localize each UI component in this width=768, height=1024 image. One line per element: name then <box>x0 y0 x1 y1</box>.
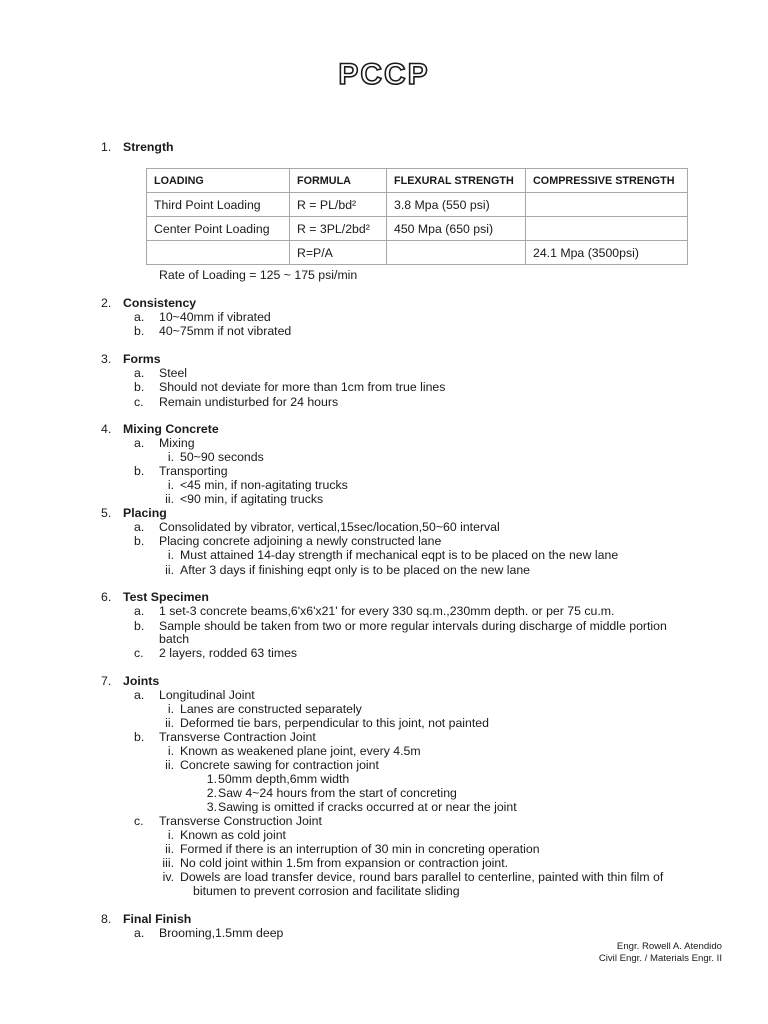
list-item: Formed if there is an interruption of 30 min in concreting operation <box>180 842 540 856</box>
list-item: 1 set-3 concrete beams,6'x6'x21' for every 330 sq.m.,230mm depth. or per 75 cu.m. <box>159 604 615 618</box>
list-item-continuation: batch <box>159 632 190 646</box>
list-item: Known as cold joint <box>180 828 286 842</box>
author-name: Engr. Rowell A. Atendido <box>616 941 722 952</box>
section-number: 1. <box>101 140 112 154</box>
list-marker: a. <box>134 310 145 324</box>
list-marker: i. <box>167 828 174 842</box>
section-title-joints: Joints <box>123 674 160 688</box>
table-cell <box>526 193 688 217</box>
list-marker: ii. <box>165 758 174 772</box>
list-item: 50mm depth,6mm width <box>218 772 350 786</box>
list-item: After 3 days if finishing eqpt only is to be placed on the new lane <box>180 563 530 577</box>
table-cell <box>526 217 688 241</box>
list-item: 10~40mm if vibrated <box>159 310 271 324</box>
list-marker: a. <box>134 604 145 618</box>
list-marker: c. <box>134 395 144 409</box>
section-number: 3. <box>101 352 112 366</box>
list-marker: a. <box>134 366 145 380</box>
list-item: Mixing <box>159 436 195 450</box>
list-item: Remain undisturbed for 24 hours <box>159 395 339 409</box>
list-item: Concrete sawing for contraction joint <box>180 758 379 772</box>
section-title-test-specimen: Test Specimen <box>123 590 209 604</box>
list-marker: c. <box>134 646 144 660</box>
table-row <box>147 193 688 217</box>
list-item: Brooming,1.5mm deep <box>159 926 284 940</box>
list-item: Longitudinal Joint <box>159 688 255 702</box>
list-item: Should not deviate for more than 1cm from true lines <box>159 380 446 394</box>
list-item: Lanes are constructed separately <box>180 702 362 716</box>
table-row <box>147 241 688 265</box>
list-marker: a. <box>134 688 145 702</box>
list-marker: b. <box>134 619 145 633</box>
list-marker: a. <box>134 520 145 534</box>
section-number: 7. <box>101 674 112 688</box>
list-item: Transporting <box>159 464 228 478</box>
table-cell: 3.8 Mpa (550 psi) <box>387 193 526 217</box>
list-item: <45 min, if non-agitating trucks <box>180 478 348 492</box>
list-marker: i. <box>167 744 174 758</box>
list-item: Placing concrete adjoining a newly constructed lane <box>159 534 442 548</box>
list-marker: iv. <box>162 870 174 884</box>
table-cell <box>147 241 290 265</box>
list-marker: a. <box>134 436 145 450</box>
list-item: Saw 4~24 hours from the start of concreting <box>218 786 457 800</box>
list-marker: b. <box>134 464 145 478</box>
page-title: PCCP <box>338 58 430 91</box>
list-item: Sawing is omitted if cracks occurred at or near the joint <box>218 800 517 814</box>
list-item: <90 min, if agitating trucks <box>180 492 324 506</box>
list-marker: a. <box>134 926 145 940</box>
loading-table <box>146 168 688 265</box>
table-header-row <box>147 169 688 193</box>
section-title-consistency: Consistency <box>123 296 197 310</box>
table-cell: R=P/A <box>290 241 387 265</box>
list-marker: 3. <box>206 800 217 814</box>
table-cell: Center Point Loading <box>147 217 290 241</box>
section-title-strength: Strength <box>123 140 174 154</box>
section-number: 5. <box>101 506 112 520</box>
list-item: Deformed tie bars, perpendicular to this joint, not painted <box>180 716 489 730</box>
table-cell: Third Point Loading <box>147 193 290 217</box>
list-item: 50~90 seconds <box>180 450 264 464</box>
list-item: Transverse Contraction Joint <box>159 730 316 744</box>
list-marker: c. <box>134 814 144 828</box>
list-marker: ii. <box>165 563 174 577</box>
list-item: Consolidated by vibrator, vertical,15sec/location,50~60 interval <box>159 520 500 534</box>
list-item: Dowels are load transfer device, round bars parallel to centerline, painted with thin film of <box>180 870 664 884</box>
list-item: 40~75mm if not vibrated <box>159 324 292 338</box>
list-item: No cold joint within 1.5m from expansion or contraction joint. <box>180 856 509 870</box>
list-marker: ii. <box>165 492 174 506</box>
list-marker: b. <box>134 534 145 548</box>
list-item: Steel <box>159 366 188 380</box>
section-title-forms: Forms <box>123 352 161 366</box>
list-marker: b. <box>134 324 145 338</box>
table-cell <box>387 241 526 265</box>
section-number: 4. <box>101 422 112 436</box>
table-cell: R = 3PL/2bd² <box>290 217 387 241</box>
section-title-mixing: Mixing Concrete <box>123 422 219 436</box>
list-marker: ii. <box>165 842 174 856</box>
section-number: 6. <box>101 590 112 604</box>
list-marker: i. <box>167 702 174 716</box>
list-marker: b. <box>134 730 145 744</box>
section-number: 8. <box>101 912 112 926</box>
list-marker: i. <box>167 450 174 464</box>
list-marker: iii. <box>162 856 174 870</box>
table-header-cell: FORMULA <box>290 169 387 193</box>
list-marker: 2. <box>206 786 217 800</box>
rate-of-loading: Rate of Loading = 125 ~ 175 psi/min <box>159 268 358 282</box>
table-cell: 450 Mpa (650 psi) <box>387 217 526 241</box>
list-item: Known as weakened plane joint, every 4.5m <box>180 744 421 758</box>
table-row <box>147 217 688 241</box>
section-title-final-finish: Final Finish <box>123 912 192 926</box>
list-item: Sample should be taken from two or more regular intervals during discharge of middle portion <box>159 619 667 633</box>
list-item: Must attained 14-day strength if mechanical eqpt is to be placed on the new lane <box>180 548 619 562</box>
author-role: Civil Engr. / Materials Engr. II <box>598 953 722 964</box>
list-marker: 1. <box>206 772 217 786</box>
list-marker: i. <box>167 548 174 562</box>
section-title-placing: Placing <box>123 506 167 520</box>
list-marker: b. <box>134 380 145 394</box>
table-cell: 24.1 Mpa (3500psi) <box>526 241 688 265</box>
list-marker: ii. <box>165 716 174 730</box>
table-header-cell: LOADING <box>147 169 290 193</box>
table-header-cell: COMPRESSIVE STRENGTH <box>526 169 688 193</box>
list-marker: i. <box>167 478 174 492</box>
table-header-cell: FLEXURAL STRENGTH <box>387 169 526 193</box>
list-item-continuation: bitumen to prevent corrosion and facilitate sliding <box>193 884 460 898</box>
section-number: 2. <box>101 296 112 310</box>
table-cell: R = PL/bd² <box>290 193 387 217</box>
list-item: 2 layers, rodded 63 times <box>159 646 298 660</box>
list-item: Transverse Construction Joint <box>159 814 322 828</box>
